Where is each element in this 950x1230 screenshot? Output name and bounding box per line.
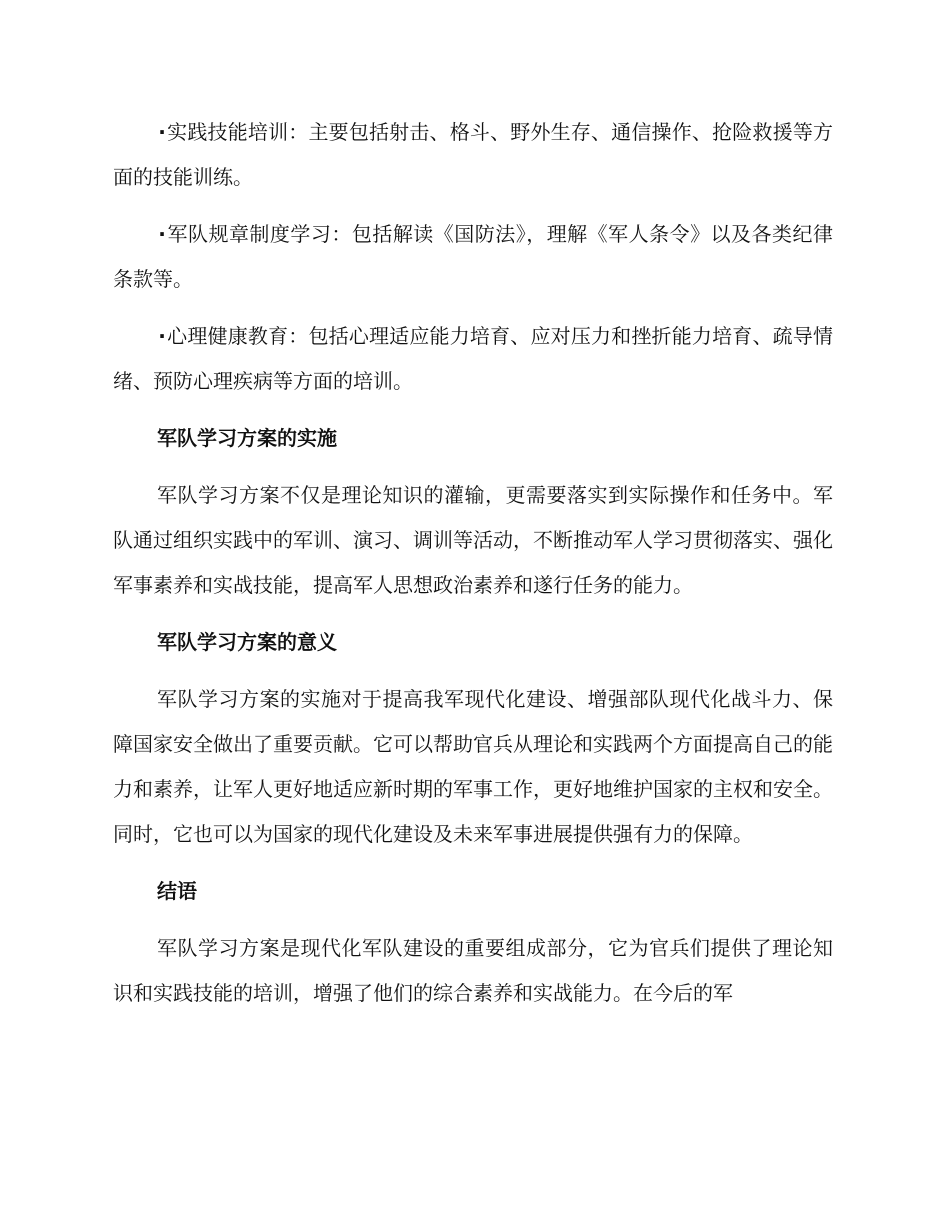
section-heading-implementation: 军队学习方案的实施 [157,426,337,450]
bullet-item-practical-skills [113,110,833,200]
bullet-marker: · [158,222,166,246]
bullet-marker: · [158,120,166,144]
bullet-item-regulations [113,212,833,302]
bullet-item-mental-health [113,314,833,404]
bullet-text: 心理健康教育：包括心理适应能力培育、应对压力和挫折能力培育、疏导情绪、预防心理疾病等方面的培训。 [113,324,833,393]
bullet-text: 军队规章制度学习：包括解读《国防法》，理解《军人条令》以及各类纪律条款等。 [113,222,833,291]
section-paragraph-conclusion: 军队学习方案是现代化军队建设的重要组成部分，它为官兵们提供了理论知识和实践技能的培训，增强了他们的综合素养和实战能力。在今后的军 [113,936,833,1005]
bullet-marker: · [158,324,166,348]
document-body [113,110,833,1028]
section-heading-significance: 军队学习方案的意义 [157,630,337,654]
section-paragraph-implementation: 军队学习方案不仅是理论知识的灌输，更需要落实到实际操作和任务中。军队通过组织实践中的军训、演习、调训等活动，不断推动军人学习贯彻落实、强化军事素养和实战技能，提高军人思想政治素养和遂行任务的能力。 [113,483,833,597]
bullet-text: 实践技能培训：主要包括射击、格斗、野外生存、通信操作、抢险救援等方面的技能训练。 [113,120,833,189]
section-heading-conclusion: 结语 [157,879,197,903]
section-paragraph-significance: 军队学习方案的实施对于提高我军现代化建设、增强部队现代化战斗力、保障国家安全做出了重要贡献。它可以帮助官兵从理论和实践两个方面提高自己的能力和素养，让军人更好地适应新时期的军事工作，更好地维护国家的主权和安全。同时，它也可以为国家的现代化建设及未来军事进展提供强有力的保障。 [113,687,833,846]
